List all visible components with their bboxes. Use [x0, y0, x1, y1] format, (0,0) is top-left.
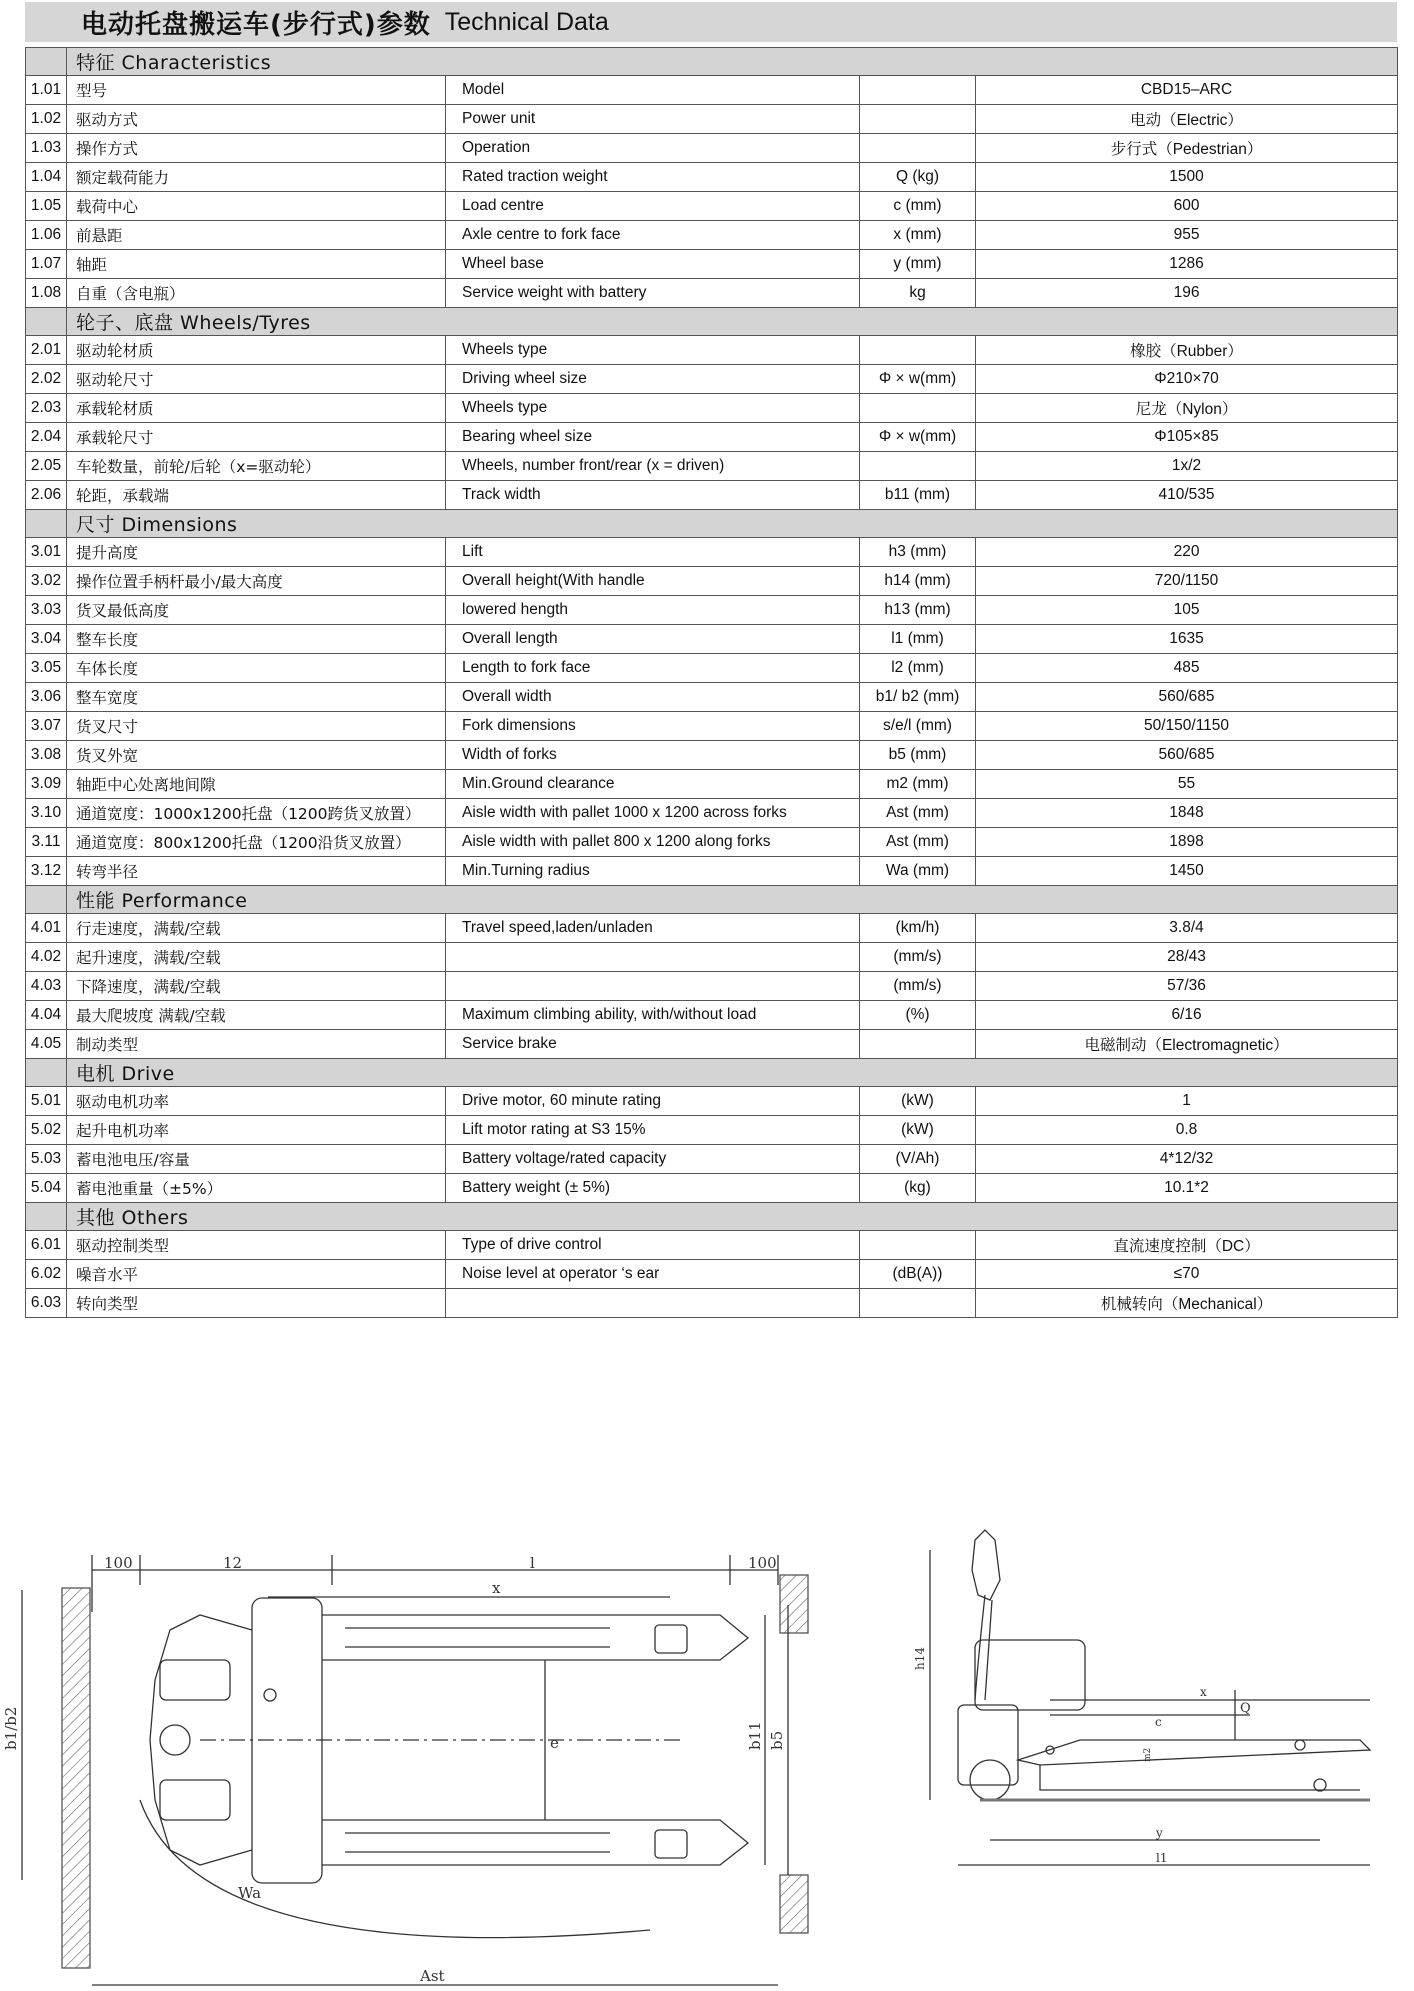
page-title-en: Technical Data: [444, 7, 609, 36]
row-label-en: Drive motor, 60 minute rating: [446, 1087, 860, 1116]
dim-label-ast: Ast: [420, 1967, 445, 1985]
row-unit: (V/Ah): [860, 1145, 976, 1174]
spec-row: [26, 105, 1398, 134]
row-label-en: Battery voltage/rated capacity: [446, 1145, 860, 1174]
spec-row: [26, 221, 1398, 250]
row-number: 1.01: [26, 76, 67, 105]
row-value: 尼龙（Nylon）: [976, 394, 1398, 423]
dim-label-b1-b2: b1/b2: [2, 1706, 20, 1750]
spec-row: [26, 336, 1398, 365]
row-value: Φ210×70: [976, 365, 1398, 394]
row-label-cn: 轮距，承载端: [67, 481, 446, 510]
row-label-en: Aisle width with pallet 800 x 1200 along forks: [446, 828, 860, 857]
row-value: 步行式（Pedestrian）: [976, 134, 1398, 163]
spec-row: [26, 914, 1398, 943]
row-label-en: Type of drive control: [446, 1231, 860, 1260]
row-label-cn: 车轮数量，前轮/后轮（x=驱动轮）: [67, 452, 446, 481]
dim-label-q: Q: [1240, 1701, 1251, 1716]
spec-row: [26, 770, 1398, 799]
row-label-cn: 承载轮材质: [67, 394, 446, 423]
spec-row: [26, 538, 1398, 567]
row-label-en: Width of forks: [446, 741, 860, 770]
row-unit: [860, 452, 976, 481]
spec-row: [26, 972, 1398, 1001]
spec-row: [26, 1116, 1398, 1145]
row-label-cn: 制动类型: [67, 1030, 446, 1059]
row-number: 2.03: [26, 394, 67, 423]
row-value: 1898: [976, 828, 1398, 857]
spec-row: [26, 1289, 1398, 1318]
row-number: 3.03: [26, 596, 67, 625]
row-number: 3.09: [26, 770, 67, 799]
section-title: 其他 Others: [67, 1203, 1398, 1231]
spec-row: [26, 279, 1398, 308]
row-label-cn: 前悬距: [67, 221, 446, 250]
row-value: 600: [976, 192, 1398, 221]
row-unit: (kW): [860, 1087, 976, 1116]
row-label-cn: 驱动轮尺寸: [67, 365, 446, 394]
spec-row: [26, 567, 1398, 596]
row-label-en: Overall length: [446, 625, 860, 654]
row-unit: [860, 1289, 976, 1318]
dim-label-wa: Wa: [238, 1884, 262, 1902]
row-number: 1.08: [26, 279, 67, 308]
section-header-row: [26, 1059, 1398, 1087]
spec-row: [26, 799, 1398, 828]
row-label-en: [446, 943, 860, 972]
row-value: 直流速度控制（DC）: [976, 1231, 1398, 1260]
section-title: 尺寸 Dimensions: [67, 510, 1398, 538]
row-label-en: Power unit: [446, 105, 860, 134]
row-unit: l2 (mm): [860, 654, 976, 683]
row-number: 3.01: [26, 538, 67, 567]
row-label-en: Noise level at operator ‘s ear: [446, 1260, 860, 1289]
row-number: 3.08: [26, 741, 67, 770]
spec-row: [26, 1087, 1398, 1116]
spec-row: [26, 1145, 1398, 1174]
spec-row: [26, 683, 1398, 712]
left-wall-hatch: [62, 1588, 90, 1968]
row-unit: l1 (mm): [860, 625, 976, 654]
side-view-labels: [913, 1647, 1251, 1865]
spec-row: [26, 712, 1398, 741]
row-value: 1450: [976, 857, 1398, 886]
row-label-en: Lift motor rating at S3 15%: [446, 1116, 860, 1145]
row-value: 410/535: [976, 481, 1398, 510]
row-number: 3.06: [26, 683, 67, 712]
row-value: 50/150/1150: [976, 712, 1398, 741]
row-label-cn: 提升高度: [67, 538, 446, 567]
row-label-en: Lift: [446, 538, 860, 567]
row-number: 3.11: [26, 828, 67, 857]
row-number: 3.04: [26, 625, 67, 654]
row-value: 1500: [976, 163, 1398, 192]
row-label-en: Service brake: [446, 1030, 860, 1059]
row-label-en: Fork dimensions: [446, 712, 860, 741]
row-unit: b11 (mm): [860, 481, 976, 510]
row-label-cn: 轴距: [67, 250, 446, 279]
row-unit: (kg): [860, 1174, 976, 1203]
row-value: 1286: [976, 250, 1398, 279]
spec-row: [26, 134, 1398, 163]
row-value: 橡胶（Rubber）: [976, 336, 1398, 365]
row-value: 1848: [976, 799, 1398, 828]
row-value: 220: [976, 538, 1398, 567]
section-title: 特征 Characteristics: [67, 48, 1398, 76]
dim-label-b5: b5: [768, 1730, 786, 1750]
title-bar: [25, 2, 1397, 42]
row-value: 955: [976, 221, 1398, 250]
row-label-en: Service weight with battery: [446, 279, 860, 308]
row-value: 3.8/4: [976, 914, 1398, 943]
row-label-en: Length to fork face: [446, 654, 860, 683]
section-header-row: [26, 510, 1398, 538]
row-label-cn: 转弯半径: [67, 857, 446, 886]
row-label-en: [446, 972, 860, 1001]
row-label-en: Wheels type: [446, 394, 860, 423]
section-title: 电机 Drive: [67, 1059, 1398, 1087]
section-header-blank: [26, 48, 67, 76]
row-unit: [860, 105, 976, 134]
spec-row: [26, 857, 1398, 886]
row-label-cn: 额定载荷能力: [67, 163, 446, 192]
spec-row: [26, 1030, 1398, 1059]
row-number: 5.04: [26, 1174, 67, 1203]
row-value: 0.8: [976, 1116, 1398, 1145]
row-label-cn: 货叉尺寸: [67, 712, 446, 741]
row-number: 1.02: [26, 105, 67, 134]
row-label-cn: 承载轮尺寸: [67, 423, 446, 452]
dim-label-l: l: [530, 1554, 535, 1572]
row-label-cn: 转向类型: [67, 1289, 446, 1318]
row-value: 机械转向（Mechanical）: [976, 1289, 1398, 1318]
dim-label-side-x: x: [1200, 1685, 1207, 1699]
row-number: 5.01: [26, 1087, 67, 1116]
section-header-blank: [26, 1203, 67, 1231]
row-number: 4.03: [26, 972, 67, 1001]
row-label-en: Overall width: [446, 683, 860, 712]
row-label-cn: 最大爬坡度 满载/空载: [67, 1001, 446, 1030]
row-label-cn: 起升速度，满载/空载: [67, 943, 446, 972]
row-value: 485: [976, 654, 1398, 683]
section-header-row: [26, 48, 1398, 76]
row-number: 1.06: [26, 221, 67, 250]
row-unit: [860, 1231, 976, 1260]
row-label-en: Aisle width with pallet 1000 x 1200 across forks: [446, 799, 860, 828]
page-title-cn: 电动托盘搬运车(步行式)参数: [81, 9, 431, 40]
dim-label-12: 12: [223, 1554, 243, 1572]
row-label-cn: 驱动电机功率: [67, 1087, 446, 1116]
spec-row: [26, 596, 1398, 625]
spec-row: [26, 1260, 1398, 1289]
row-number: 5.03: [26, 1145, 67, 1174]
row-number: 2.05: [26, 452, 67, 481]
dim-label-h14: h14: [913, 1647, 927, 1670]
row-unit: (dB(A)): [860, 1260, 976, 1289]
row-label-cn: 驱动方式: [67, 105, 446, 134]
row-label-en: Battery weight (± 5%): [446, 1174, 860, 1203]
row-label-en: Min.Ground clearance: [446, 770, 860, 799]
section-header-blank: [26, 886, 67, 914]
row-label-en: Wheel base: [446, 250, 860, 279]
row-number: 2.06: [26, 481, 67, 510]
top-view-labels: [2, 1554, 786, 1985]
row-number: 3.07: [26, 712, 67, 741]
row-value: 1635: [976, 625, 1398, 654]
section-header-row: [26, 1203, 1398, 1231]
row-unit: Φ × w(mm): [860, 423, 976, 452]
row-label-en: Min.Turning radius: [446, 857, 860, 886]
row-number: 6.01: [26, 1231, 67, 1260]
spec-row: [26, 365, 1398, 394]
row-label-cn: 操作方式: [67, 134, 446, 163]
row-unit: [860, 336, 976, 365]
row-number: 1.07: [26, 250, 67, 279]
row-number: 3.12: [26, 857, 67, 886]
row-label-en: Load centre: [446, 192, 860, 221]
row-unit: (mm/s): [860, 943, 976, 972]
row-unit: [860, 76, 976, 105]
row-label-cn: 通道宽度：800x1200托盘（1200沿货叉放置）: [67, 828, 446, 857]
row-unit: s/e/l (mm): [860, 712, 976, 741]
spec-row: [26, 741, 1398, 770]
dim-label-100a: 100: [104, 1554, 133, 1572]
row-label-en: lowered hength: [446, 596, 860, 625]
row-value: 10.1*2: [976, 1174, 1398, 1203]
right-wall-hatch-bottom: [780, 1875, 808, 1933]
row-number: 3.10: [26, 799, 67, 828]
row-value: 电动（Electric）: [976, 105, 1398, 134]
row-unit: h14 (mm): [860, 567, 976, 596]
row-value: 1x/2: [976, 452, 1398, 481]
right-wall-hatch-top: [780, 1575, 808, 1633]
spec-row: [26, 943, 1398, 972]
row-unit: b5 (mm): [860, 741, 976, 770]
spec-row: [26, 250, 1398, 279]
section-header-blank: [26, 308, 67, 336]
row-label-cn: 轴距中心处离地间隙: [67, 770, 446, 799]
technical-drawings: [0, 1500, 1414, 1991]
row-value: 720/1150: [976, 567, 1398, 596]
row-unit: y (mm): [860, 250, 976, 279]
row-number: 2.01: [26, 336, 67, 365]
spec-row: [26, 625, 1398, 654]
row-unit: m2 (mm): [860, 770, 976, 799]
row-number: 6.03: [26, 1289, 67, 1318]
row-label-cn: 驱动控制类型: [67, 1231, 446, 1260]
row-label-cn: 整车宽度: [67, 683, 446, 712]
row-label-en: Model: [446, 76, 860, 105]
row-unit: Wa (mm): [860, 857, 976, 886]
row-unit: kg: [860, 279, 976, 308]
row-number: 4.01: [26, 914, 67, 943]
row-number: 6.02: [26, 1260, 67, 1289]
spec-row: [26, 828, 1398, 857]
dim-label-c: c: [1155, 1715, 1162, 1729]
row-number: 4.05: [26, 1030, 67, 1059]
row-number: 2.02: [26, 365, 67, 394]
spec-row: [26, 394, 1398, 423]
row-unit: [860, 1030, 976, 1059]
row-number: 4.04: [26, 1001, 67, 1030]
section-header-row: [26, 886, 1398, 914]
row-label-cn: 行走速度，满载/空载: [67, 914, 446, 943]
row-label-en: Axle centre to fork face: [446, 221, 860, 250]
row-value: 560/685: [976, 741, 1398, 770]
row-unit: x (mm): [860, 221, 976, 250]
dim-label-y: y: [1156, 1826, 1163, 1840]
row-label-cn: 货叉最低高度: [67, 596, 446, 625]
row-label-cn: 噪音水平: [67, 1260, 446, 1289]
dim-label-e: e: [550, 1734, 559, 1752]
row-number: 2.04: [26, 423, 67, 452]
section-title: 轮子、底盘 Wheels/Tyres: [67, 308, 1398, 336]
row-value: 105: [976, 596, 1398, 625]
row-unit: h3 (mm): [860, 538, 976, 567]
side-view-drawing: [930, 1530, 1370, 1865]
row-number: 5.02: [26, 1116, 67, 1145]
row-unit: b1/ b2 (mm): [860, 683, 976, 712]
row-label-cn: 蓄电池重量（±5%）: [67, 1174, 446, 1203]
spec-row: [26, 481, 1398, 510]
row-unit: (km/h): [860, 914, 976, 943]
spec-row: [26, 192, 1398, 221]
dim-label-100b: 100: [748, 1554, 777, 1572]
row-label-cn: 载荷中心: [67, 192, 446, 221]
spec-row: [26, 1174, 1398, 1203]
row-label-cn: 驱动轮材质: [67, 336, 446, 365]
row-label-en: Rated traction weight: [446, 163, 860, 192]
spec-row: [26, 654, 1398, 683]
row-label-cn: 通道宽度：1000x1200托盘（1200跨货叉放置）: [67, 799, 446, 828]
row-number: 3.05: [26, 654, 67, 683]
dim-label-x: x: [492, 1579, 501, 1597]
section-title: 性能 Performance: [67, 886, 1398, 914]
row-label-en: Maximum climbing ability, with/without load: [446, 1001, 860, 1030]
spec-table-body: [26, 48, 1398, 1318]
row-label-cn: 自重（含电瓶）: [67, 279, 446, 308]
row-value: 28/43: [976, 943, 1398, 972]
section-header-blank: [26, 510, 67, 538]
spec-table: [25, 47, 1398, 1318]
row-value: 55: [976, 770, 1398, 799]
row-value: Φ105×85: [976, 423, 1398, 452]
section-header-blank: [26, 1059, 67, 1087]
row-label-en: Overall height(With handle: [446, 567, 860, 596]
dim-label-m2: m2: [1143, 1747, 1153, 1762]
row-value: CBD15–ARC: [976, 76, 1398, 105]
row-number: 1.05: [26, 192, 67, 221]
spec-row: [26, 423, 1398, 452]
dim-label-b11: b11: [746, 1721, 764, 1750]
row-unit: Φ × w(mm): [860, 365, 976, 394]
row-number: 4.02: [26, 943, 67, 972]
row-label-en: Driving wheel size: [446, 365, 860, 394]
spec-row: [26, 163, 1398, 192]
row-unit: Ast (mm): [860, 799, 976, 828]
row-label-cn: 货叉外宽: [67, 741, 446, 770]
spec-row: [26, 1231, 1398, 1260]
row-label-cn: 整车长度: [67, 625, 446, 654]
row-unit: Q (kg): [860, 163, 976, 192]
spec-row: [26, 76, 1398, 105]
row-unit: h13 (mm): [860, 596, 976, 625]
row-unit: [860, 134, 976, 163]
row-label-en: Bearing wheel size: [446, 423, 860, 452]
row-label-en: Track width: [446, 481, 860, 510]
row-value: ≤70: [976, 1260, 1398, 1289]
row-label-cn: 下降速度，满载/空载: [67, 972, 446, 1001]
row-value: 6/16: [976, 1001, 1398, 1030]
row-unit: Ast (mm): [860, 828, 976, 857]
row-label-cn: 起升电机功率: [67, 1116, 446, 1145]
row-label-en: Travel speed,laden/unladen: [446, 914, 860, 943]
top-view-drawing: [22, 1555, 808, 1985]
row-label-en: Wheels type: [446, 336, 860, 365]
row-value: 560/685: [976, 683, 1398, 712]
row-unit: (kW): [860, 1116, 976, 1145]
row-label-cn: 蓄电池电压/容量: [67, 1145, 446, 1174]
row-unit: (%): [860, 1001, 976, 1030]
row-label-cn: 车体长度: [67, 654, 446, 683]
section-header-row: [26, 308, 1398, 336]
row-value: 4*12/32: [976, 1145, 1398, 1174]
row-label-en: Wheels, number front/rear (x = driven): [446, 452, 860, 481]
row-label-en: [446, 1289, 860, 1318]
dim-label-l1: l1: [1156, 1851, 1168, 1865]
row-label-cn: 型号: [67, 76, 446, 105]
spec-row: [26, 452, 1398, 481]
row-unit: c (mm): [860, 192, 976, 221]
spec-row: [26, 1001, 1398, 1030]
row-unit: (mm/s): [860, 972, 976, 1001]
row-value: 电磁制动（Electromagnetic）: [976, 1030, 1398, 1059]
row-value: 57/36: [976, 972, 1398, 1001]
row-number: 3.02: [26, 567, 67, 596]
row-number: 1.04: [26, 163, 67, 192]
row-value: 1: [976, 1087, 1398, 1116]
row-label-en: Operation: [446, 134, 860, 163]
row-value: 196: [976, 279, 1398, 308]
row-unit: [860, 394, 976, 423]
row-label-cn: 操作位置手柄杆最小/最大高度: [67, 567, 446, 596]
row-number: 1.03: [26, 134, 67, 163]
